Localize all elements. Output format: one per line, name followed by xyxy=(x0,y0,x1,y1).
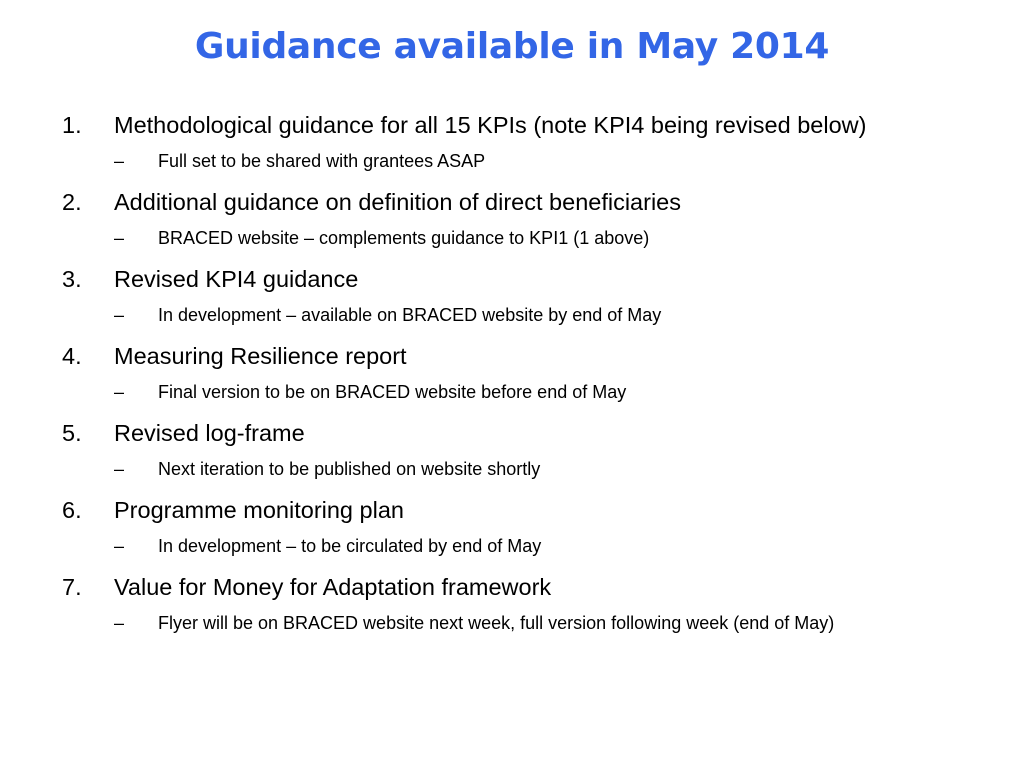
item-subtext: BRACED website – complements guidance to KPI1 (1 above) xyxy=(158,228,650,248)
item-text: Revised log-frame xyxy=(114,420,305,446)
item-text: Value for Money for Adaptation framework xyxy=(114,574,552,600)
item-number: 4. xyxy=(62,343,82,369)
sub-bullet-dash: – xyxy=(114,151,125,171)
sub-bullet-dash: – xyxy=(114,305,125,325)
sub-bullet-dash: – xyxy=(114,613,125,633)
item-number: 5. xyxy=(62,420,82,446)
item-subtext: Full set to be shared with grantees ASAP xyxy=(158,151,486,171)
sub-bullet-dash: – xyxy=(114,228,125,248)
item-text: Measuring Resilience report xyxy=(114,343,407,369)
slide-title: Guidance available in May 2014 xyxy=(194,26,830,67)
list-item xyxy=(62,492,1002,569)
item-subtext: In development – available on BRACED website by end of May xyxy=(158,305,662,325)
guidance-list xyxy=(62,107,1002,646)
item-number: 1. xyxy=(62,112,82,138)
list-item xyxy=(62,569,1002,646)
sub-bullet-dash: – xyxy=(114,536,125,556)
item-number: 2. xyxy=(62,189,82,215)
list-item xyxy=(62,107,1002,184)
item-subtext: Flyer will be on BRACED website next week, full version following week (end of May) xyxy=(158,613,835,633)
list-item xyxy=(62,261,1002,338)
item-number: 6. xyxy=(62,497,82,523)
sub-bullet-dash: – xyxy=(114,459,125,479)
item-subtext: Final version to be on BRACED website before end of May xyxy=(158,382,627,402)
list-item xyxy=(62,415,1002,492)
sub-bullet-dash: – xyxy=(114,382,125,402)
item-text: Programme monitoring plan xyxy=(114,497,404,523)
list-item xyxy=(62,338,1002,415)
item-number: 7. xyxy=(62,574,82,600)
item-text: Additional guidance on definition of direct beneficiaries xyxy=(114,189,681,215)
item-subtext: In development – to be circulated by end of May xyxy=(158,536,542,556)
item-text: Methodological guidance for all 15 KPIs (note KPI4 being revised below) xyxy=(114,112,867,138)
item-subtext: Next iteration to be published on website shortly xyxy=(158,459,541,479)
item-text: Revised KPI4 guidance xyxy=(114,266,359,292)
item-number: 3. xyxy=(62,266,82,292)
list-item xyxy=(62,184,1002,261)
